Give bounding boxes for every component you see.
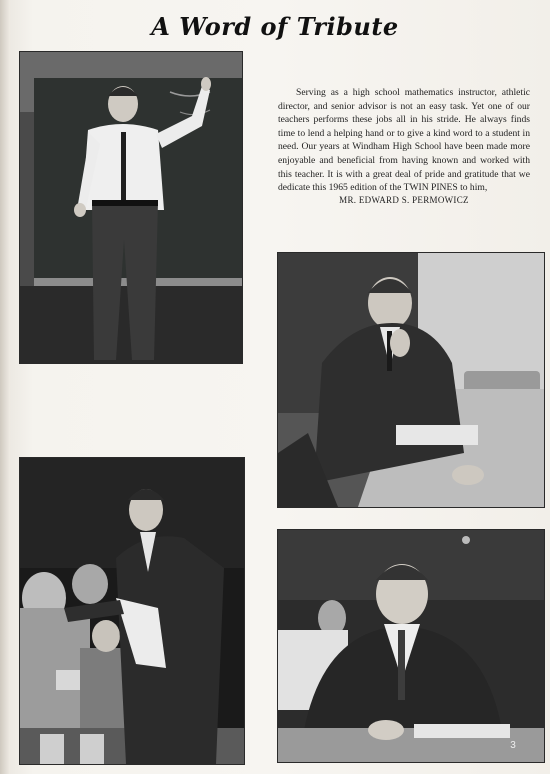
tribute-paragraph: Serving as a high school mathematics instructor, athletic director, and senior advisor is not an easy task. Yet one of our teachers performs these jobs all in his stride. He always finds time to lend a helping hand or to give a kind word to a student in need. Our years at Windham High School have been made more enjoyable and beneficial from having known and worked with this teacher. It is with a great deal of pride and gratitude that we dedicate this 1965 edition of the TWIN PINES to him, [278,87,530,194]
photo-teacher-chalkboard [20,52,242,363]
photo-teacher-classroom-students [20,458,244,764]
photo-teacher-desk-thinking [278,253,544,507]
dedicatee-name: MR. EDWARD S. PERMOWICZ [339,195,469,205]
page-title: A Word of Tribute [151,12,399,41]
photo-teacher-smiling-desk [278,530,544,762]
page-spine-shadow [0,0,10,774]
page-number: 3 [510,740,516,751]
